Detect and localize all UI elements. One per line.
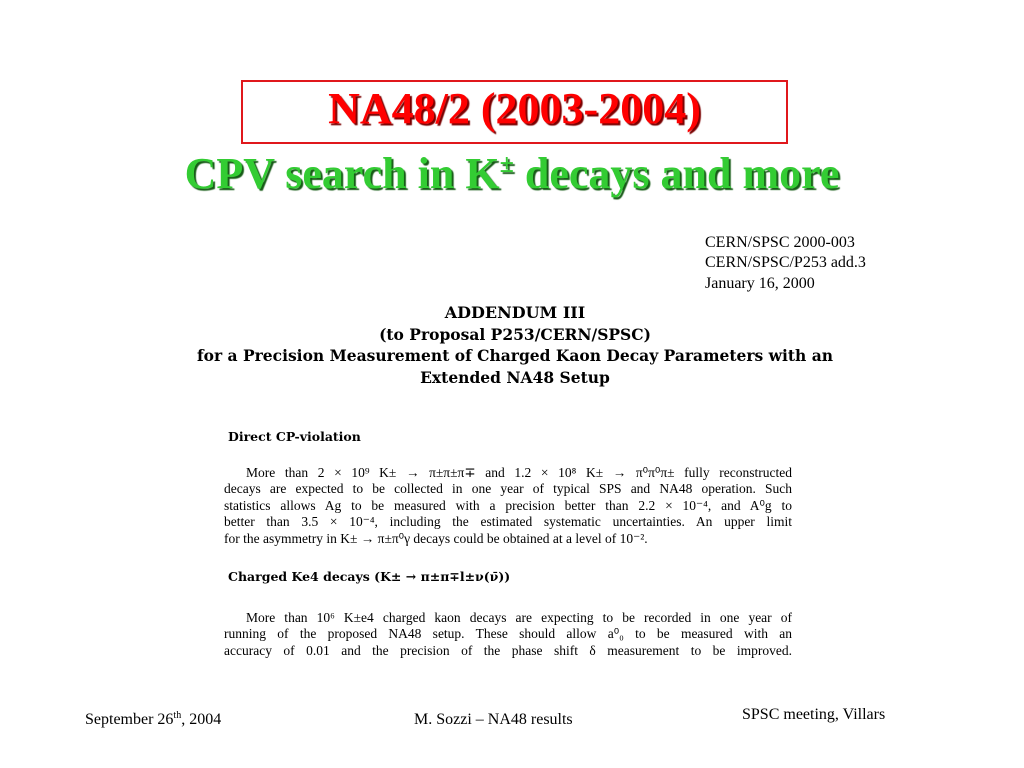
paragraph-ke4	[224, 610, 792, 659]
addendum-purpose: for a Precision Measurement of Charged Kaon Decay Parameters with an	[196, 346, 834, 365]
addendum-proposal: (to Proposal P253/CERN/SPSC)	[379, 325, 651, 344]
paragraph-line: accuracy of 0.01 and the precision of the phase shift δ measurement to be improved.	[224, 642, 792, 658]
paragraph-line: More than 2 × 10⁹ K± → π±π±π∓ and 1.2 × 10⁸ K± → π⁰π⁰π± fully reconstructed	[246, 465, 792, 480]
section-heading-direct-cpv: Direct CP-violation	[228, 429, 361, 444]
subtitle-prefix: CPV search in K	[184, 149, 500, 198]
footer-date-suffix: , 2004	[181, 711, 222, 728]
doc-ref-line-1: CERN/SPSC 2000-003	[705, 234, 855, 251]
footer-author: M. Sozzi – NA48 results	[414, 711, 573, 728]
addendum-setup: Extended NA48 Setup	[420, 368, 610, 387]
paragraph-line: better than 3.5 × 10⁻⁴, including the estimated systematic uncertainties. An upper limit	[224, 514, 792, 530]
paragraph-line: statistics allows Ag to be measured with a precision better than 2.2 × 10⁻⁴, and A⁰g to	[224, 497, 792, 513]
section-heading-ke4: Charged Ke4 decays (K± → π±π∓l±ν(ν̄))	[228, 569, 511, 584]
doc-ref-line-2: CERN/SPSC/P253 add.3	[705, 254, 866, 271]
paragraph-direct-cpv	[224, 465, 792, 547]
paragraph-line: decays are expected to be collected in one year of typical SPS and NA48 operation. Such	[224, 481, 792, 497]
addendum-title: ADDENDUM III	[444, 303, 586, 322]
subtitle-charge-sup: ±	[499, 149, 514, 178]
paragraph-line: More than 10⁶ K±e4 charged kaon decays are expecting to be recorded in one year of	[246, 610, 792, 625]
slide-subtitle	[40, 146, 984, 202]
paragraph-line: for the asymmetry in K± → π±π⁰γ decays could be obtained at a level of 10⁻².	[224, 530, 648, 546]
subtitle-suffix: decays and more	[513, 149, 840, 198]
footer-date-sup: th	[173, 710, 182, 721]
footer-date-prefix: September 26	[85, 711, 174, 728]
doc-ref-date: January 16, 2000	[705, 275, 815, 292]
footer-date	[85, 710, 221, 730]
slide-title: NA48/2 (2003-2004)	[328, 84, 701, 133]
paragraph-line: running of the proposed NA48 setup. These should allow a⁰₀ to be measured with an	[224, 626, 792, 642]
footer-meeting: SPSC meeting, Villars	[742, 706, 886, 723]
